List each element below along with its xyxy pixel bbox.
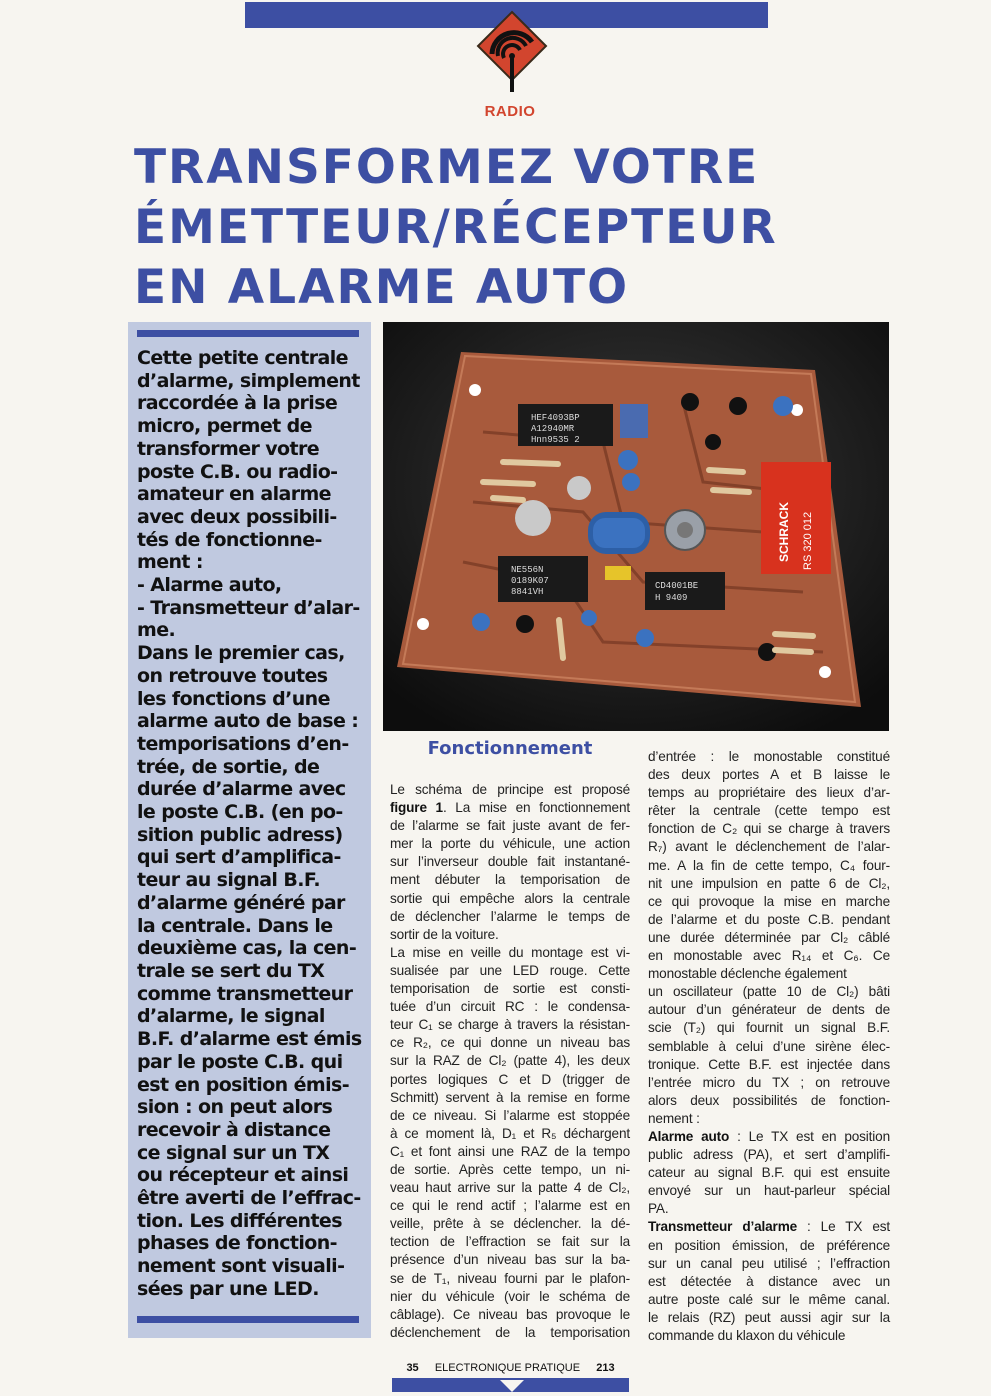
intro-rule-bottom	[137, 1316, 359, 1323]
svg-text:RS 320 012: RS 320 012	[802, 511, 814, 570]
text-line: sition public adress)	[137, 823, 343, 846]
svg-text:NE556N: NE556N	[511, 565, 544, 575]
text-line: la centrale. Dans le	[137, 914, 333, 937]
text-line: nement :	[648, 1110, 700, 1126]
ic-chip	[645, 572, 725, 610]
text-line: trale se sert du TX	[137, 959, 325, 982]
svg-text:A12940MR: A12940MR	[531, 424, 575, 434]
text-line: ce qui provoque la mise en marche	[648, 893, 890, 909]
title-line: TRANSFORMEZ VOTRE	[134, 140, 760, 195]
text-line: autre poste calé sur le même canal.	[648, 1291, 890, 1307]
text-line: commande du klaxon du véhicule	[648, 1328, 846, 1343]
section-label: RADIO	[484, 103, 536, 120]
text-line: micro, permet de	[137, 415, 312, 438]
text-line: de sortie. Après cette tempo, un ni-	[390, 1161, 630, 1177]
text-line: être averti de l’effrac-	[137, 1187, 361, 1210]
text-line: temporisations d’en-	[137, 732, 349, 755]
title-line: EN ALARME AUTO	[134, 260, 630, 315]
text-line: teur au signal B.F.	[137, 869, 321, 892]
circuit-board-photo	[383, 322, 889, 731]
text-line: raccordée à la prise	[137, 392, 338, 415]
text-line: cateur au signal B.F. qui est ensuite	[648, 1165, 890, 1181]
text-line: avec deux possibili-	[137, 505, 337, 528]
intro-text	[137, 347, 362, 1301]
text-line: temporisation de sortie est consti-	[390, 981, 630, 997]
text-line: sualisée par une LED rouge. Cette	[390, 962, 630, 978]
text-line: sur l’inverseur double fait instantané-	[390, 854, 630, 870]
text-line: ce R₂, ce qui donne un niveau bas	[390, 1035, 630, 1051]
footer-notch	[500, 1380, 524, 1392]
text-line: Alarme auto : Le TX est en position	[648, 1128, 890, 1144]
body-column-2	[648, 748, 890, 1345]
text-line: câblage). Ce niveau bas provoque le	[390, 1306, 630, 1322]
intro-rule-top	[137, 330, 359, 337]
text-line: en position émission, de préférence	[648, 1237, 890, 1253]
text-line: ou récepteur et ainsi	[137, 1164, 349, 1187]
page-footer	[392, 1362, 629, 1374]
text-line: me. A la fin de cette tempo, C₄ four-	[648, 857, 890, 873]
text-line: C₁ et font ainsi une RAZ de la tempo	[390, 1143, 630, 1159]
text-line: envoyé sur un haut-parleur spécial	[648, 1183, 890, 1199]
text-line: - Alarme auto,	[137, 574, 282, 597]
text-line: une durée déterminée par Cl₂ câblé	[648, 929, 890, 945]
text-line: sées par une LED.	[137, 1277, 319, 1300]
text-line: sur un canal peu utilisé ; l’effraction	[648, 1255, 890, 1271]
text-line: d’entrée : le monostable constitué	[648, 749, 890, 764]
text-line: scie (T₂) qui fournit un signal B.F.	[648, 1020, 890, 1036]
text-line: durée d’alarme avec	[137, 778, 346, 801]
ic-chip	[518, 404, 613, 446]
text-line: Transmetteur d’alarme : Le TX est	[648, 1219, 890, 1235]
text-line: l’entrée micro du TX ; on retrouve	[648, 1074, 890, 1090]
text-line: d’alarme, simplement	[137, 369, 360, 392]
text-line: tion. Les différentes	[137, 1209, 342, 1232]
text-line: comme transmetteur	[137, 982, 353, 1005]
text-line: qui sert d’amplifica-	[137, 846, 341, 869]
text-line: deuxième cas, la cen-	[137, 937, 357, 960]
text-line: mer la porte du véhicule, une action	[390, 836, 630, 852]
text-line: - Transmetteur d’alar-	[137, 596, 360, 619]
svg-text:HEF4093BP: HEF4093BP	[531, 413, 580, 423]
text-line: rêter la centrale (cette tempo est	[648, 803, 890, 819]
svg-text:SCHRACK: SCHRACK	[777, 502, 791, 562]
text-line: tronique. Cette B.F. est injectée dans	[648, 1056, 890, 1072]
text-line: poste C.B. ou radio-	[137, 460, 338, 483]
text-line: les fonctions d’une	[137, 687, 330, 710]
text-line: le poste C.B. (en po-	[137, 801, 343, 824]
magazine-name: ELECTRONIQUE PRATIQUE	[434, 1362, 581, 1374]
text-line: temps au propriétaire des lieux d’ar-	[648, 785, 890, 801]
section-heading: Fonctionnement	[427, 738, 593, 759]
text-line: présence d’un niveau bas sur la ba-	[390, 1252, 630, 1268]
text-line: nier du véhicule (voir le schéma de	[390, 1288, 630, 1304]
text-line: veau haut arrive sur la patte 4 de Cl₂,	[390, 1180, 630, 1196]
text-line: un oscillateur (patte 10 de Cl₂) bâti	[648, 984, 890, 1000]
text-line: R₇) avant le déclenchement de l’alar-	[648, 839, 890, 855]
text-line: des deux portes A et B laisse le	[648, 767, 890, 783]
text-line: de ce niveau. Si l’alarme est stoppée	[390, 1107, 630, 1123]
text-line: fonction de C₂ qui se charge à travers	[648, 821, 890, 837]
text-line: à ce moment là, D₁ et R₅ déchargent	[390, 1125, 630, 1141]
text-line: nit une impulsion en patte 6 de Cl₂,	[648, 875, 890, 891]
text-line: autour d’un générateur de dents de	[648, 1002, 890, 1018]
text-line: par le poste C.B. qui	[137, 1050, 343, 1073]
text-line: amateur en alarme	[137, 483, 331, 506]
text-line: ment débuter la temporisation de	[390, 872, 630, 888]
page-number-left: 35	[406, 1362, 419, 1374]
page-title	[134, 138, 854, 318]
text-line: sortie qui empêche alors la centrale	[390, 890, 630, 906]
text-line: d’alarme, le signal	[137, 1005, 325, 1028]
text-line: déclenchement de la temporisation	[390, 1324, 630, 1340]
text-line: tuée d’un circuit RC : le condensa-	[390, 999, 630, 1015]
page-number-right: 213	[596, 1362, 615, 1374]
text-line: trée, de sortie, de	[137, 755, 320, 778]
text-line: me.	[137, 619, 176, 642]
body-column-1	[390, 781, 630, 1342]
text-line: d’alarme généré par	[137, 891, 345, 914]
text-line: le relais (RZ) peut aussi agir sur la	[648, 1309, 890, 1325]
text-line: ment :	[137, 551, 203, 574]
text-line: transformer votre	[137, 437, 320, 460]
radio-antenna-icon	[476, 10, 548, 102]
svg-text:0189K07: 0189K07	[511, 576, 549, 586]
text-line: veille, prête à se déclencher. la dé-	[390, 1216, 630, 1232]
text-line: PA.	[648, 1201, 669, 1217]
text-line: ce signal sur un TX	[137, 1141, 330, 1164]
text-line: alors deux possibilités de fonction-	[648, 1092, 890, 1108]
text-line: portes logiques C et D (trigger de	[390, 1071, 630, 1087]
text-line: figure 1. La mise en fonctionnement	[390, 800, 631, 816]
text-line: est détectée à distance avec un	[648, 1273, 890, 1289]
title-line: ÉMETTEUR/RÉCEPTEUR	[134, 200, 778, 255]
text-line: monostable déclenche également	[648, 966, 847, 982]
text-line: recevoir à distance	[137, 1118, 331, 1141]
text-line: Schmitt) servent à la remise en forme	[390, 1089, 630, 1105]
text-line: nement sont visuali-	[137, 1255, 345, 1278]
relay	[761, 462, 831, 574]
text-line: phases de fonction-	[137, 1232, 337, 1255]
text-line: tection de l’effraction se fait sur la	[390, 1234, 630, 1250]
svg-text:Hnn9535 2: Hnn9535 2	[531, 435, 580, 445]
text-line: de l’alarme se fait juste avant de fer-	[390, 818, 630, 834]
svg-text:H 9409: H 9409	[655, 593, 688, 603]
text-line: sion : on peut alors	[137, 1096, 333, 1119]
text-line: sur la RAZ de Cl₂ (patte 4), les deux	[390, 1053, 630, 1069]
text-line: alarme auto de base :	[137, 710, 359, 733]
text-line: teur C₁ se charge à travers la résistan-	[390, 1017, 630, 1033]
text-line: Le schéma de principe est proposé	[390, 782, 630, 797]
text-line: ce qui le rend actif ; l’alarme est en	[390, 1198, 630, 1214]
svg-text:8841VH: 8841VH	[511, 587, 544, 597]
text-line: Dans le premier cas,	[137, 642, 345, 665]
text-line: on retrouve toutes	[137, 664, 328, 687]
ic-chip	[498, 556, 588, 602]
text-line: est en position émis-	[137, 1073, 349, 1096]
svg-text:CD4001BE: CD4001BE	[655, 581, 699, 591]
text-line: tés de fonctionne-	[137, 528, 322, 551]
text-line: semblable à celui d’une sirène élec-	[648, 1038, 890, 1054]
text-line: de déclencher l’alarme le temps de	[390, 908, 630, 924]
text-line: de l’alarme et du poste C.B. pendant	[648, 911, 890, 927]
text-line: sortir de la voiture.	[390, 926, 499, 942]
text-line: La mise en veille du montage est vi-	[390, 944, 630, 960]
text-line: Cette petite centrale	[137, 347, 348, 369]
text-line: se de T₁, niveau fourni par le plafon-	[390, 1270, 630, 1286]
electrolytic-capacitor	[588, 512, 650, 554]
text-line: public adress (PA), et sert d’amplifi-	[648, 1147, 890, 1163]
text-line: B.F. d’alarme est émis	[137, 1028, 362, 1051]
text-line: en monostable avec R₁₄ et C₆. Ce	[648, 948, 890, 964]
